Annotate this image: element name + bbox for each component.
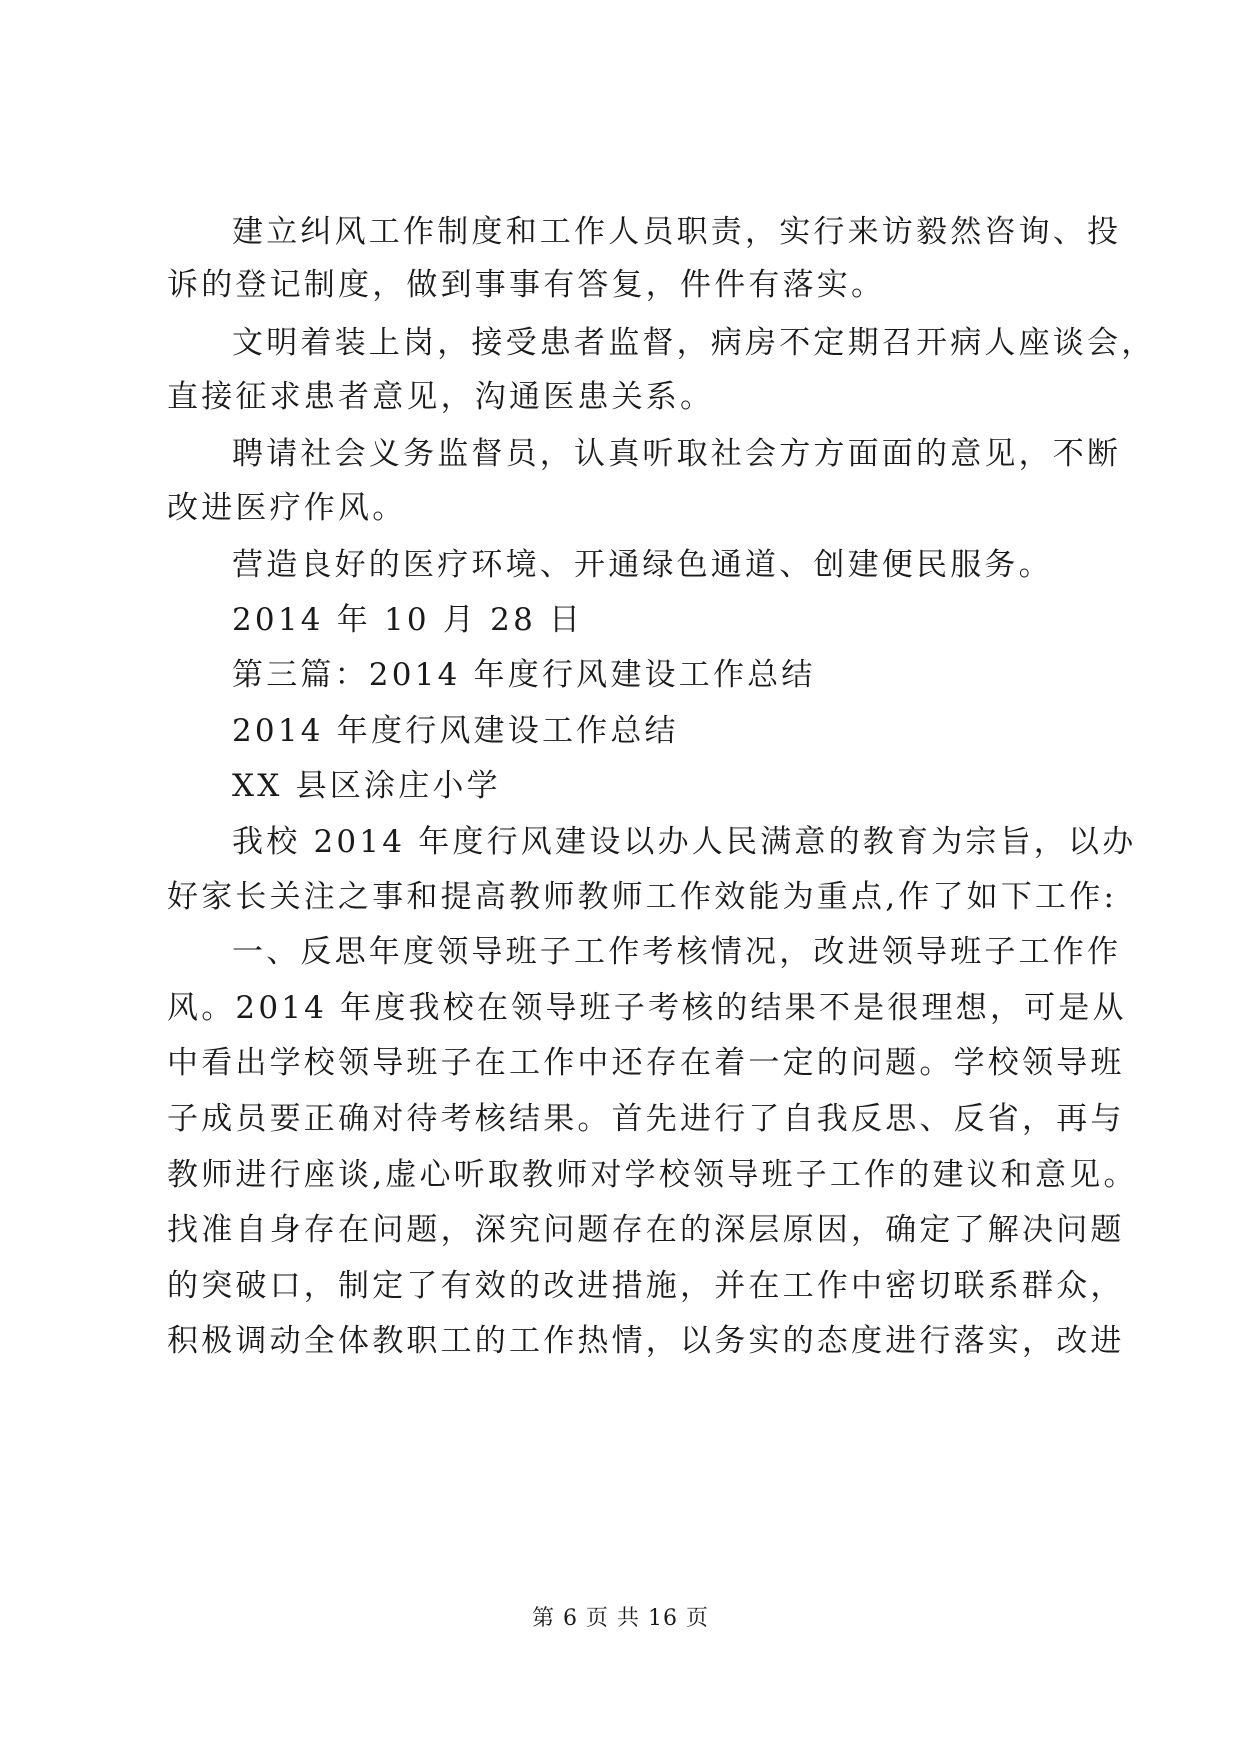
date-line: 2014 年 10 月 28 日 [232,602,584,638]
paragraph-line: 改进医疗作风。 [167,490,407,526]
paragraph-line: 找准自身存在问题，深究问题存在的深层原因，确定了解决问题 [167,1212,1125,1248]
section-heading: 第三篇：2014 年度行风建设工作总结 [232,657,816,693]
page-footer: 第 6 页 共 16 页 [532,1606,709,1631]
paragraph-line: 教师进行座谈,虚心听取教师对学校领导班子工作的建议和意见。 [167,1157,1138,1193]
paragraph-line: 直接征求患者意见，沟通医患关系。 [167,379,715,415]
paragraph-line: 子成员要正确对待考核结果。首先进行了自我反思、反省，再与 [167,1101,1125,1137]
paragraph-line: 文明着装上岗，接受患者监督，病房不定期召开病人座谈会， [232,325,1156,361]
paragraph-line: 聘请社会义务监督员，认真听取社会方方面面的意见，不断 [232,436,1122,472]
paragraph-line: 中看出学校领导班子在工作中还存在着一定的问题。学校领导班 [167,1045,1125,1081]
paragraph-line: 诉的登记制度，做到事事有答复，件件有落实。 [167,267,886,303]
paragraph-line: 一、反思年度领导班子工作考核情况，改进领导班子工作作 [232,934,1122,970]
paragraph-line: 营造良好的医疗环境、开通绿色通道、创建便民服务。 [232,547,1053,583]
school-name: XX 县区涂庄小学 [232,768,501,804]
paragraph-line: 风。2014 年度我校在领导班子考核的结果不是很理想，可是从 [167,990,1127,1026]
paragraph-line: 建立纠风工作制度和工作人员职责，实行来访毅然咨询、投 [232,214,1122,250]
paragraph-line: 好家长关注之事和提高教师教师工作效能为重点,作了如下工作: [167,879,1118,915]
paragraph-line: 的突破口，制定了有效的改进措施，并在工作中密切联系群众， [167,1268,1125,1304]
document-title: 2014 年度行风建设工作总结 [232,713,679,749]
paragraph-line: 我校 2014 年度行风建设以办人民满意的教育为宗旨，以办 [232,824,1137,860]
paragraph-line: 积极调动全体教职工的工作热情，以务实的态度进行落实，改进 [167,1323,1125,1359]
